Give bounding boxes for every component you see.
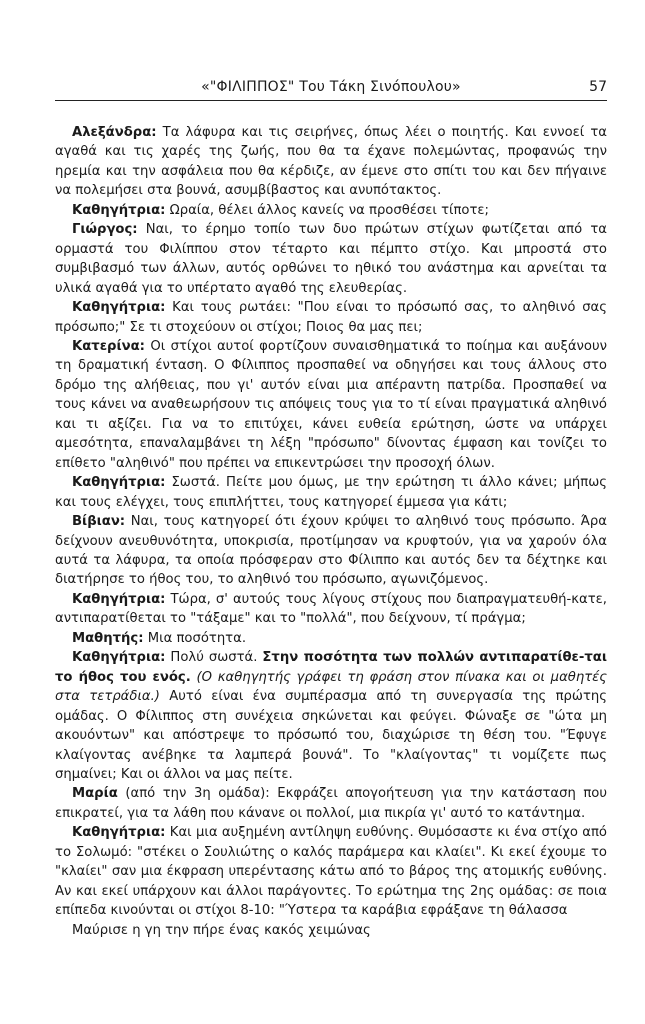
dialogue-text: Τώρα, σ' αυτούς τους λίγους στίχους που διαπραγματευθή-κατε, αντιπαρατίθεται το "τάξαμε" και το "πολλά", που δείχνουν, τί πράγμα; [55, 591, 607, 627]
dialogue-text: Σωστά. Πείτε μου όμως, με την ερώτηση τι άλλο κάνει; μήπως και τους ελέγχει, τους επιπλήττει, τους κατηγορεί έμμεσα για κάτι; [55, 475, 607, 510]
speaker-name: Καθηγήτρια: [72, 591, 166, 607]
speaker-name: Αλεξάνδρα: [72, 125, 157, 140]
dialogue-paragraph [55, 590, 607, 629]
speaker-name: Κατερίνα: [72, 338, 145, 354]
dialogue-paragraph [55, 629, 607, 648]
dialogue-paragraph [55, 201, 607, 220]
dialogue-paragraph [55, 648, 607, 784]
poem-line [55, 921, 607, 940]
speaker-name: Καθηγήτρια: [72, 650, 166, 666]
dialogue-paragraph [55, 220, 607, 298]
dialogue-text: Μια ποσότητα. [143, 630, 247, 646]
stage-direction: (Ο καθηγητής γράφει τη φράση στον πίνακα και οι μαθητές στα τετράδια.) [55, 669, 607, 705]
speaker-name: Καθηγήτρια: [72, 202, 166, 218]
dialogue-paragraph [55, 298, 607, 337]
dialogue-paragraph [55, 337, 607, 473]
dialogue-paragraph [55, 784, 607, 823]
dialogue-text: Αυτό είναι ένα συμπέρασμα από τη συνεργασία της πρώτης ομάδας. Ο Φίλιππος στη συνέχεια σηκώνεται και φεύγει. Φώναξε σε "ώτα μη ακουόντων" και απόστρεψε το πρόσωπό του, διαχώρισε τη θέση του. "Έφυγε κλαίγοντας ανέβηκε τα λαμπερά βουνά". Το "κλαίγοντας" τι νομίζετε πως σημαίνει; Και οι άλλοι να μας πείτε. [55, 689, 607, 782]
dialogue-text: Πολύ σωστά. [165, 650, 263, 666]
dialogue-text: Και τους ρωτάει: "Που είναι το πρόσωπό σας, το αληθινό σας πρόσωπο;" Σε τι στοχεύουν οι στίχοι; Ποιος θα μας πει; [55, 300, 607, 335]
running-title: «"ΦΙΛΙΠΠΟΣ" Του Τάκη Σινόπουλου» [201, 79, 461, 95]
dialogue-text: (από την 3η ομάδα): Εκφράζει απογοήτευση για την κατάσταση που επικρατεί, για τα λάθη που κάνανε οι πολλοί, μια πικρία γι' αυτό το κατάντημα. [55, 786, 607, 821]
body-text [55, 123, 607, 940]
page-number: 57 [589, 79, 607, 95]
speaker-name: Μαθητής: [72, 630, 144, 646]
dialogue-paragraph [55, 123, 607, 201]
poem-line-text: Μαύρισε η γη την πήρε ένας κακός χειμώνας [72, 922, 371, 938]
dialogue-text: Ναι, τους κατηγορεί ότι έχουν κρύψει το αληθινό τους πρόσωπο. Άρα δείχνουν ανευθυνότητα, υποκρισία, προτίμησαν να κρυφτούν, για να χαρούν όλα αυτά τα λάφυρα, τα οποία πρόσφεραν στο Φίλιππο και αυτός δεν τα δέχτηκε και διατήρησε το ήθος του, το αληθινό του πρόσωπο, αγωνιζόμενος. [55, 514, 607, 588]
emphasized-statement: Στην ποσότητα των πολλών αντιπαρατίθε-ται το ήθος του ενός. [55, 650, 607, 685]
dialogue-paragraph [55, 823, 607, 920]
dialogue-text: Και μια αυξημένη αντίληψη ευθύνης. Θυμόσαστε κι ένα στίχο από το Σολωμό: "στέκει ο Σουλιώτης ο καλός παράμερα και κλαίει". Κι εκεί έχουμε το "κλαίει" σαν μια έκφραση υπερέντασης κάτω από το βάρος της ατομικής ευθύνης. Αν και εκεί υπάρχουν και άλλοι παράγοντες. Το ερώτημα της 2ης ομάδας: σε ποια επίπεδα κινούνται οι στίχοι 8-10: "Ύστερα τα καράβια εφράξανε τη θάλασσα [55, 825, 607, 919]
speaker-name: Καθηγήτρια: [72, 475, 166, 491]
dialogue-text: Οι στίχοι αυτοί φορτίζουν συναισθηματικά το ποίημα και αυξάνουν τη δραματική ένταση. Ο Φίλιππος προσπαθεί να οδηγήσει και τους άλλους στο δρόμο της αλήθειας, που γι' αυτόν είναι μια απέραντη πατρίδα. Προσπαθεί να τους κάνει να αναθεωρήσουν τις απόψεις τους για το τί είναι πραγματικά αληθινό και τι αξίζει. Για να το επιτύχει, κάνει ευθεία ερώτηση, ώστε να υπάρχει αμεσότητα, επαναλαμβάνει τη λέξη "πρόσωπο" δίνοντας έμφαση και τονίζει το επίθετο "αληθινό" που πρέπει να επικεντρώσει την προσοχή όλων. [55, 338, 607, 471]
speaker-name: Καθηγήτρια: [72, 825, 166, 841]
speaker-name: Βίβιαν: [72, 514, 126, 530]
header-rule [55, 100, 607, 101]
dialogue-paragraph [55, 473, 607, 512]
dialogue-text: Τα λάφυρα και τις σειρήνες, όπως λέει ο ποιητής. Και εννοεί τα αγαθά και τις χαρές της ζωής, που θα τα έχανε πολεμώντας, προφανώς την ηρεμία και την ασφάλεια που θα κέρδιζε, αν έμενε στο σπίτι του και δεν πήγαινε να πολεμήσει στα βουνά, ασυμβίβαστος και ανυπότακτος. [55, 125, 607, 199]
speaker-name: Καθηγήτρια: [72, 300, 166, 316]
page-header [55, 77, 607, 101]
speaker-name: Γιώργος: [72, 222, 138, 238]
dialogue-text: Ωραία, θέλει άλλος κανείς να προσθέσει τίποτε; [165, 202, 489, 218]
speaker-name: Μαρία [72, 786, 118, 802]
dialogue-paragraph [55, 512, 607, 590]
dialogue-text: Ναι, το έρημο τοπίο των δυο πρώτων στίχων φωτίζεται από τα ορμαστά του Φιλίππου στον τέταρτο και πέμπτο στίχο. Και μπροστά στο συμβιβασμό των άλλων, αυτός ορθώνει το ηθικό του ανάστημα και αρνείται τα υλικά αγαθά για το υπέρτατο αγαθό της ελευθερίας. [55, 222, 607, 296]
